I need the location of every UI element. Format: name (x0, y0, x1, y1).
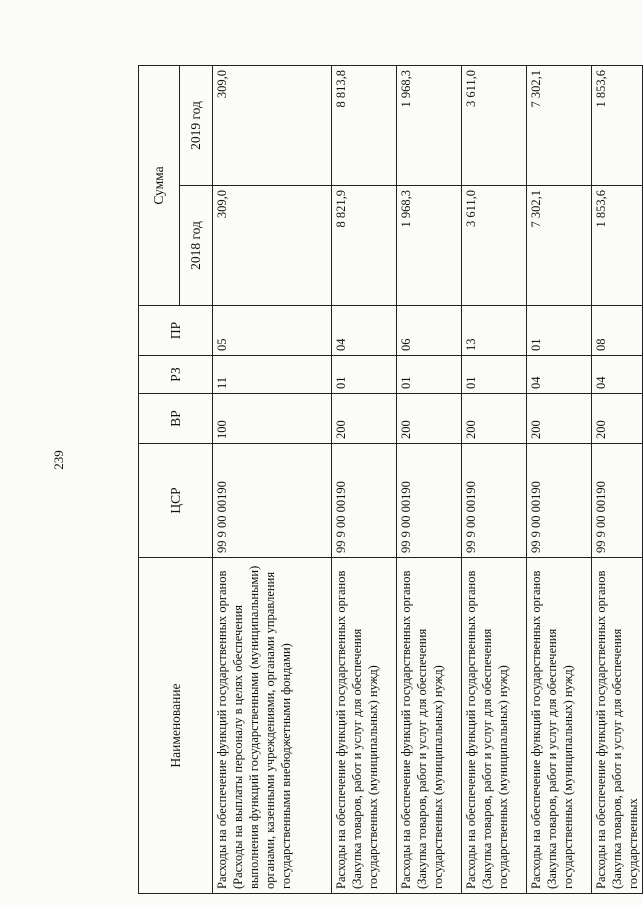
cell-csr: 99 9 00 00190 (332, 444, 397, 558)
table-row (397, 65, 462, 893)
cell-name: Расходы на обеспечение функций государственных органов (Закупка товаров, работ и услуг для обеспечения государственных (муниципальных) нужд) (527, 558, 592, 894)
table-row (592, 65, 643, 893)
cell-name: Расходы на обеспечение функций государственных органов (Закупка товаров, работ и услуг для обеспечения государственных (592, 558, 643, 894)
cell-pr: 04 (332, 306, 397, 356)
header-csr: ЦСР (139, 444, 213, 558)
header-year-2019: 2019 год (180, 65, 213, 185)
table-row (213, 65, 332, 893)
cell-name: Расходы на обеспечение функций государственных органов (Закупка товаров, работ и услуг для обеспечения государственных (муниципальных) нужд) (397, 558, 462, 894)
cell-name: Расходы на обеспечение функций государственных органов (Расходы на выплаты персоналу в целях обеспечения выполнения функций государственными (муниципальными) органами, казенными учреждениями, органами управления государственными внебюджетными фондами) (213, 558, 332, 894)
table-row (462, 65, 527, 893)
cell-vr: 200 (397, 394, 462, 444)
cell-sum-2019: 8 813,8 (332, 65, 397, 185)
cell-pr: 01 (527, 306, 592, 356)
header-year-2018: 2018 год (180, 186, 213, 306)
header-rz: РЗ (139, 356, 213, 394)
header-vr: ВР (139, 394, 213, 444)
cell-rz: 01 (462, 356, 527, 394)
cell-vr: 100 (213, 394, 332, 444)
page-number: 239 (51, 450, 66, 470)
table-container (138, 66, 640, 894)
cell-sum-2019: 7 302,1 (527, 65, 592, 185)
cell-name: Расходы на обеспечение функций государственных органов (Закупка товаров, работ и услуг для обеспечения государственных (муниципальных) нужд) (462, 558, 527, 894)
cell-rz: 01 (332, 356, 397, 394)
budget-table (138, 65, 643, 894)
cell-sum-2019: 3 611,0 (462, 65, 527, 185)
cell-sum-2018: 309,0 (213, 186, 332, 306)
cell-sum-2019: 1 968,3 (397, 65, 462, 185)
cell-sum-2019: 1 853,6 (592, 65, 643, 185)
rotated-table-frame (138, 66, 640, 894)
header-sum: Сумма (139, 65, 180, 305)
cell-rz: 01 (397, 356, 462, 394)
table-row (527, 65, 592, 893)
cell-csr: 99 9 00 00190 (397, 444, 462, 558)
cell-csr: 99 9 00 00190 (213, 444, 332, 558)
header-pr: ПР (139, 306, 213, 356)
cell-csr: 99 9 00 00190 (527, 444, 592, 558)
cell-rz: 04 (527, 356, 592, 394)
cell-rz: 04 (592, 356, 643, 394)
cell-pr: 05 (213, 306, 332, 356)
table-row (332, 65, 397, 893)
cell-sum-2018: 3 611,0 (462, 186, 527, 306)
cell-vr: 200 (462, 394, 527, 444)
cell-vr: 200 (527, 394, 592, 444)
cell-vr: 200 (592, 394, 643, 444)
cell-pr: 08 (592, 306, 643, 356)
cell-rz: 11 (213, 356, 332, 394)
cell-pr: 13 (462, 306, 527, 356)
cell-csr: 99 9 00 00190 (592, 444, 643, 558)
cell-sum-2019: 309,0 (213, 65, 332, 185)
cell-sum-2018: 7 302,1 (527, 186, 592, 306)
cell-sum-2018: 1 968,3 (397, 186, 462, 306)
cell-name: Расходы на обеспечение функций государственных органов (Закупка товаров, работ и услуг для обеспечения государственных (муниципальных) нужд) (332, 558, 397, 894)
cell-sum-2018: 8 821,9 (332, 186, 397, 306)
header-name: Наименование (139, 558, 213, 894)
cell-pr: 06 (397, 306, 462, 356)
cell-csr: 99 9 00 00190 (462, 444, 527, 558)
cell-vr: 200 (332, 394, 397, 444)
cell-sum-2018: 1 853,6 (592, 186, 643, 306)
